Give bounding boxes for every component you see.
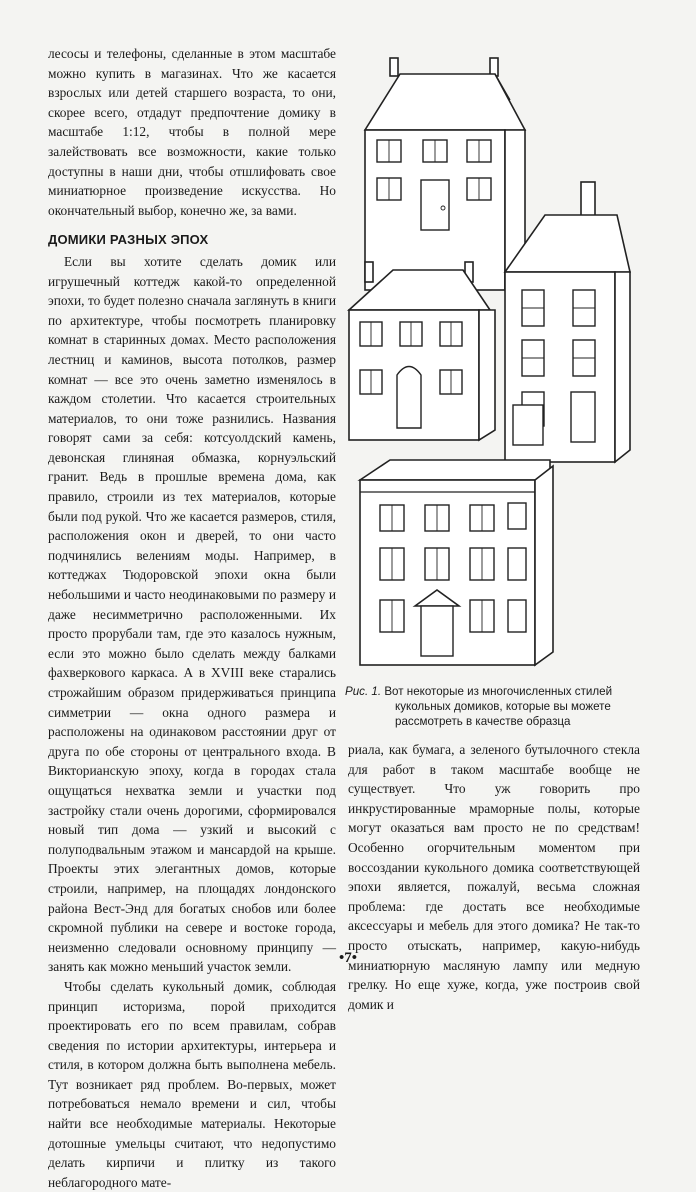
left-text-column: [48, 44, 336, 1192]
house-regency-bottom: [360, 460, 553, 665]
figure-caption: [345, 684, 645, 729]
dollhouse-drawings: [345, 40, 665, 680]
caption-label: Рис. 1.: [345, 685, 382, 698]
right-paragraph: риала, как бумага, а зеленого бутылочного стекла для работ в таком масштабе вообще не существует. Что уж говорить про инкрустированные мраморные полы, которые могут оказаться вам просто не по средствам! Особенно огорчительным моментом при воссоздании кукольного домика соответствующей эпохи является, пожалуй, весьма сложная проблема: где достать все необходимые аксессуары и мебель для этого домика? Не так-то просто отыскать, например, какую-нибудь миниатюрную масляную лампу или медную грелку. Но еще хуже, когда, уже построив свой домик и: [348, 742, 640, 1012]
right-text-column: [348, 740, 640, 1014]
body-paragraph-2: Чтобы сделать кукольный домик, соблюдая принцип историзма, порой приходится проектировать его по всем правилам, собрав сведения по истории архитектуры, интерьера и стиля, в котором должна быть выполнена мебель. Тут возникает ряд проблем. Во-первых, может потребоваться немало времени и сил, чтобы найти все необходимые материалы. Некоторые дотошные умельцы считают, что недопустимо делать кирпичи и плитку из такого неблагородного мате-: [48, 978, 336, 1190]
house-georgian-top: [365, 58, 525, 290]
caption-line-1: Вот некоторые из многочисленных стилей: [384, 685, 613, 698]
intro-paragraph: лесосы и телефоны, сделанные в этом масштабе можно купить в магазинах. Что же касается взрослых или детей старшего возраста, то они, скорее всего, отдадут предпочтение домику в масштабе 1:12, чтобы в полной мере залействовать все возможности, какие только доступны в наши дни, чтобы отшлифовать свое миниатюрное произведение искусства. Но окончательный выбор, конечно же, за вами.: [48, 46, 336, 218]
dollhouse-illustration: [345, 40, 665, 680]
caption-line-2: кукольных домиков, которые вы можете: [395, 700, 611, 713]
body-paragraph-1: Если вы хотите сделать домик или игрушечный коттедж какой-то определенной эпохи, то будет полезно сначала заглянуть в книги по архитектуре, чтобы посмотреть планировку комнат в старинных домах. Место расположения лестниц и каминов, высота потолков, размер комнат — все это очень заметно изменялось в каждом столетии. Что касается строительных материалов, то они тоже разнились. Названия говорят сами за себя: котсуолдский камень, девонская глиняная обмазка, корнуэльский гранит. Ведь в прошлые времена дома, как правило, строили из тех материалов, которые были под рукой. Что же касается размеров, стиля, расположения окон и дверей, то они часто подчинялись велениям моды. Например, в коттеджах Тюдоровской эпохи окна были небольшими и часто неодинаковыми по размеру и даже несимметрично расположенными. Их просто прорубали там, где это казалось нужным, если это можно было сделать между балками фахверкового каркаса. А в XVIII веке старались строжайшим образом придерживаться принципа симметрии — окна одного размера и расположены на одинаковом расстоянии друг от друга по обе стороны от центрального входа. В Викторианскую эпоху, когда в городах стала ощущаться нехватка земли и участки под застройку стали очень дорогими, сформировался новый тип дома — узкий и высокий с полуподвальным этажом и мансардой на крыше. Проекты этих элегантных домов, которые строили, например, на площадях лондонского района Вест-Энд для богатых снобов или более скромной публики на севере и востоке города, неизменно следовали основному принципу — занять как можно меньший участок земли.: [48, 253, 336, 975]
page-number: •7•: [338, 950, 357, 966]
section-heading: ДОМИКИ РАЗНЫХ ЭПОХ: [48, 232, 209, 248]
caption-line-3: рассмотреть в качестве образца: [395, 715, 571, 728]
